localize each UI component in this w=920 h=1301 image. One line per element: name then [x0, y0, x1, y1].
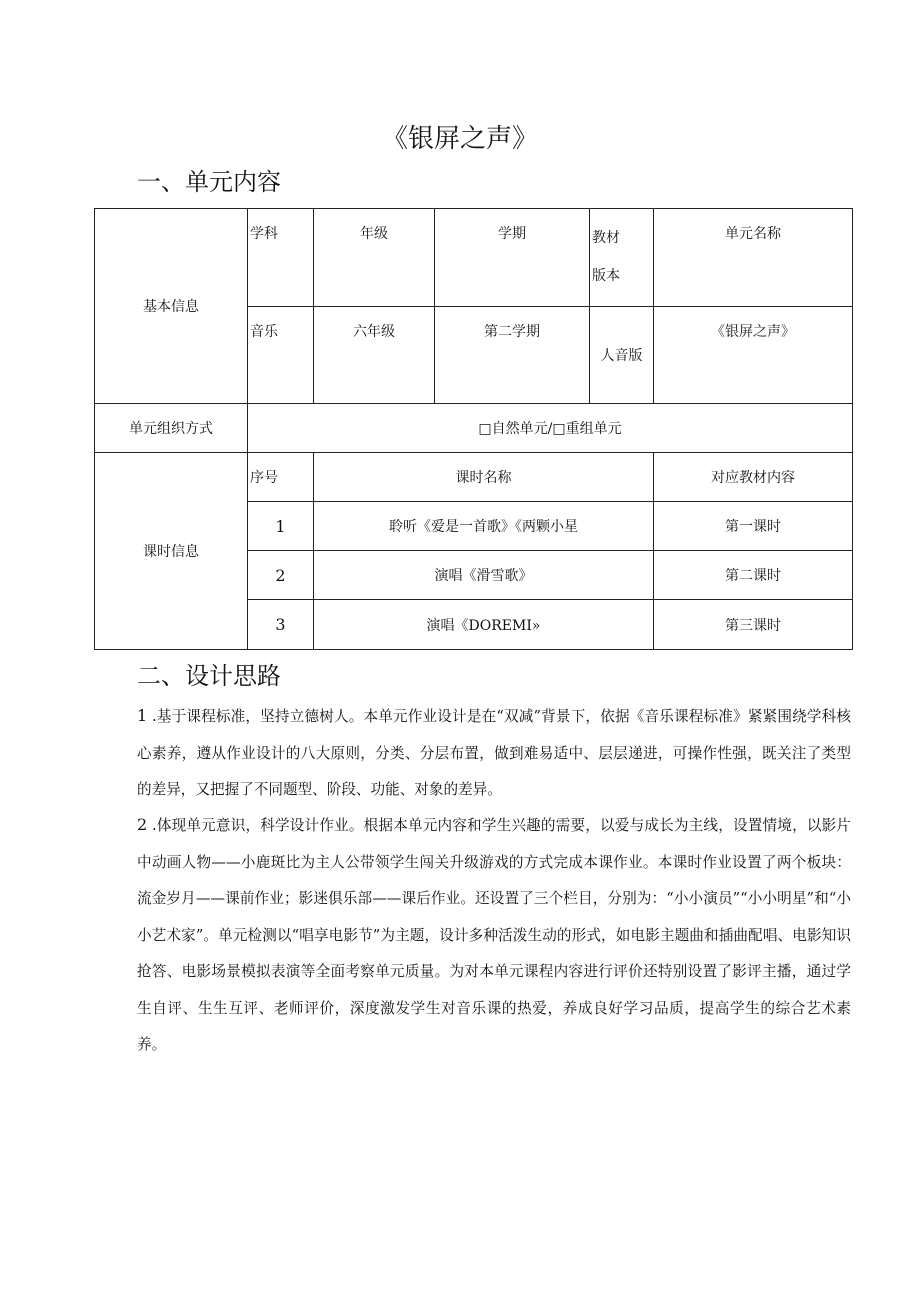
- header-lesson-name: 课时名称: [314, 453, 654, 502]
- lesson-no: 1: [248, 502, 314, 551]
- lesson-name: 演唱《滑雪歌》: [314, 551, 654, 600]
- paragraph-text: .体现单元意识，科学设计作业。根据本单元内容和学生兴趣的需要，以爱与成长为主线，设置情境，以影片中动画人物——小鹿斑比为主人公带领学生闯关升级游戏的方式完成本课作业。本课时作业设置了两个板块：流金岁月——课前作业；影迷俱乐部——课后作业。还设置了三个栏目，分别为：“小小演员”“小小明星”和“小小艺术家”。单元检测以“唱享电影节”为主题，设计多种活泼生动的形式，如电影主题曲和插曲配唱、电影知识抢答、电影场景模拟表演等全面考察单元质量。为对本单元课程内容进行评价还特别设置了影评主播，通过学生自评、生生互评、老师评价，深度激发学生对音乐课的热爱，养成良好学习品质，提高学生的综合艺术素养。: [137, 817, 851, 1053]
- org-label: 单元组织方式: [95, 404, 248, 453]
- value-subject: 音乐: [248, 307, 314, 404]
- lesson-content: 第三课时: [654, 600, 853, 650]
- basic-info-label: 基本信息: [95, 209, 248, 404]
- header-semester: 学期: [435, 209, 590, 307]
- lesson-no: 3: [248, 600, 314, 650]
- lesson-content: 第二课时: [654, 551, 853, 600]
- paragraph-number: 2: [137, 815, 148, 834]
- lesson-name: 演唱《DOREMI»: [314, 600, 654, 650]
- lesson-content: 第一课时: [654, 502, 853, 551]
- value-semester: 第二学期: [435, 307, 590, 404]
- design-paragraph-1: [137, 698, 851, 809]
- lesson-info-label: 课时信息: [95, 453, 248, 650]
- table-row: [95, 453, 853, 502]
- lesson-no: 2: [248, 551, 314, 600]
- document-title: 《银屏之声》: [381, 124, 538, 154]
- unit-info-table: [94, 208, 853, 650]
- paragraph-text: .基于课程标准，坚持立德树人。本单元作业设计是在“双减”背景下，依据《音乐课程标准》紧紧围绕学科核心素养，遵从作业设计的八大原则，分类、分层布置，做到难易适中、层层递进，可操作性强，既关注了类型的差异，又把握了不同题型、阶段、功能、对象的差异。: [137, 708, 851, 798]
- header-lesson-content: 对应教材内容: [654, 453, 853, 502]
- section-heading-design-ideas: 二、设计思路: [137, 662, 281, 690]
- table-row: [95, 404, 853, 453]
- value-unit-name: 《银屏之声》: [654, 307, 853, 404]
- design-paragraph-2: [137, 807, 851, 1064]
- table-row: [95, 209, 853, 307]
- section-heading-unit-content: 一、单元内容: [137, 168, 281, 196]
- header-textbook-line1: 教材: [592, 230, 620, 246]
- lesson-name: 聆听《爱是一首歌》《两颗小星: [314, 502, 654, 551]
- org-value: □自然单元/□重组单元: [248, 404, 853, 453]
- header-grade: 年级: [314, 209, 435, 307]
- value-grade: 六年级: [314, 307, 435, 404]
- paragraph-number: 1: [137, 706, 148, 725]
- header-textbook: [590, 209, 654, 307]
- header-textbook-line2: 版本: [592, 268, 620, 284]
- header-unit-name: 单元名称: [654, 209, 853, 307]
- header-lesson-no: 序号: [248, 453, 314, 502]
- header-subject: 学科: [248, 209, 314, 307]
- value-textbook: 人音版: [590, 307, 654, 404]
